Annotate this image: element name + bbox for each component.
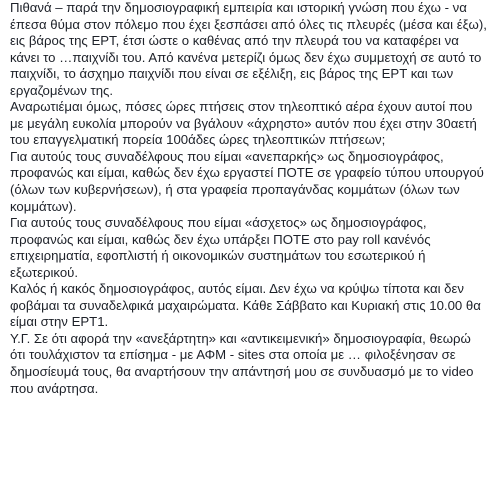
post-paragraph: Για αυτούς τους συναδέλφους που είμαι «ανεπαρκής» ως δημοσιογράφος, προφανώς και είμαι, καθώς δεν έχω εργαστεί ΠΟΤΕ σε γραφείο τύπου υπουργού (όλων των κυβερνήσεων), ή στα γραφεία προπαγάνδας κομμάτων (όλων των κομμάτων). [10,148,484,214]
post-paragraph: Αναρωτιέμαι όμως, πόσες ώρες πτήσεις στον τηλεοπτικό αέρα έχουν αυτοί που με μεγάλη ευκολία μπορούν να βγάλουν «άχρηστο» αυτόν που έχει στην 30αετή του επαγγελματική πορεία 100άδες ώρες τηλεοπτικών πτήσεων; [10,99,477,148]
post-paragraph: Για αυτούς τους συναδέλφους που είμαι «άσχετος» ως δημοσιογράφος, προφανώς και είμαι, καθώς δεν έχω υπάρξει ΠΟΤΕ στο pay roll κανένός επιχειρηματία, εφοπλιστή ή οικονομικών συστημάτων του εσωτερικού ή εξωτερικού. [10,215,431,280]
post-paragraph: Υ.Γ. Σε ότι αφορά την «ανεξάρτητη» και «αντικειμενική» δημοσιογραφία, θεωρώ ότι τουλάχιστον τα επίσημα - με ΑΦΜ - sites στα οποία με … φιλοξένησαν σε δημοσίευμά τους, θα αναρτήσουν την απάντησή μου σε συνδυασμό με το video που ανάρτησα. [10,330,474,396]
post-paragraph: Καλός ή κακός δημοσιογράφος, αυτός είμαι. Δεν έχω να κρύψω τίποτα και δεν φοβάμαι τα συναδελφικά μαχαιρώματα. Κάθε Σάββατο και Κυριακή στις 10.00 θα είμαι στην ΕΡΤ1. [10,281,481,330]
post-paragraph: Πιθανά – παρά την δημοσιογραφική εμπειρία και ιστορική γνώση που έχω - να έπεσα θύμα στον πόλεμο που έχει ξεσπάσει από όλες τις πλευρές (μέσα και έξω), εις βάρος της ΕΡΤ, έτσι ώστε ο καθένας από την πλευρά του να καταφέρει να κάνει το …παιχνίδι του. Από κανένα μετερίζι όμως δεν έχω συμμετοχή σε αυτό το παιχνίδι, το άσχημο παιχνίδι που είναι σε εξέλιξη, εις βάρος της ΕΡΤ και των εργαζομένων της. [10,0,487,98]
post-body [10,0,488,397]
